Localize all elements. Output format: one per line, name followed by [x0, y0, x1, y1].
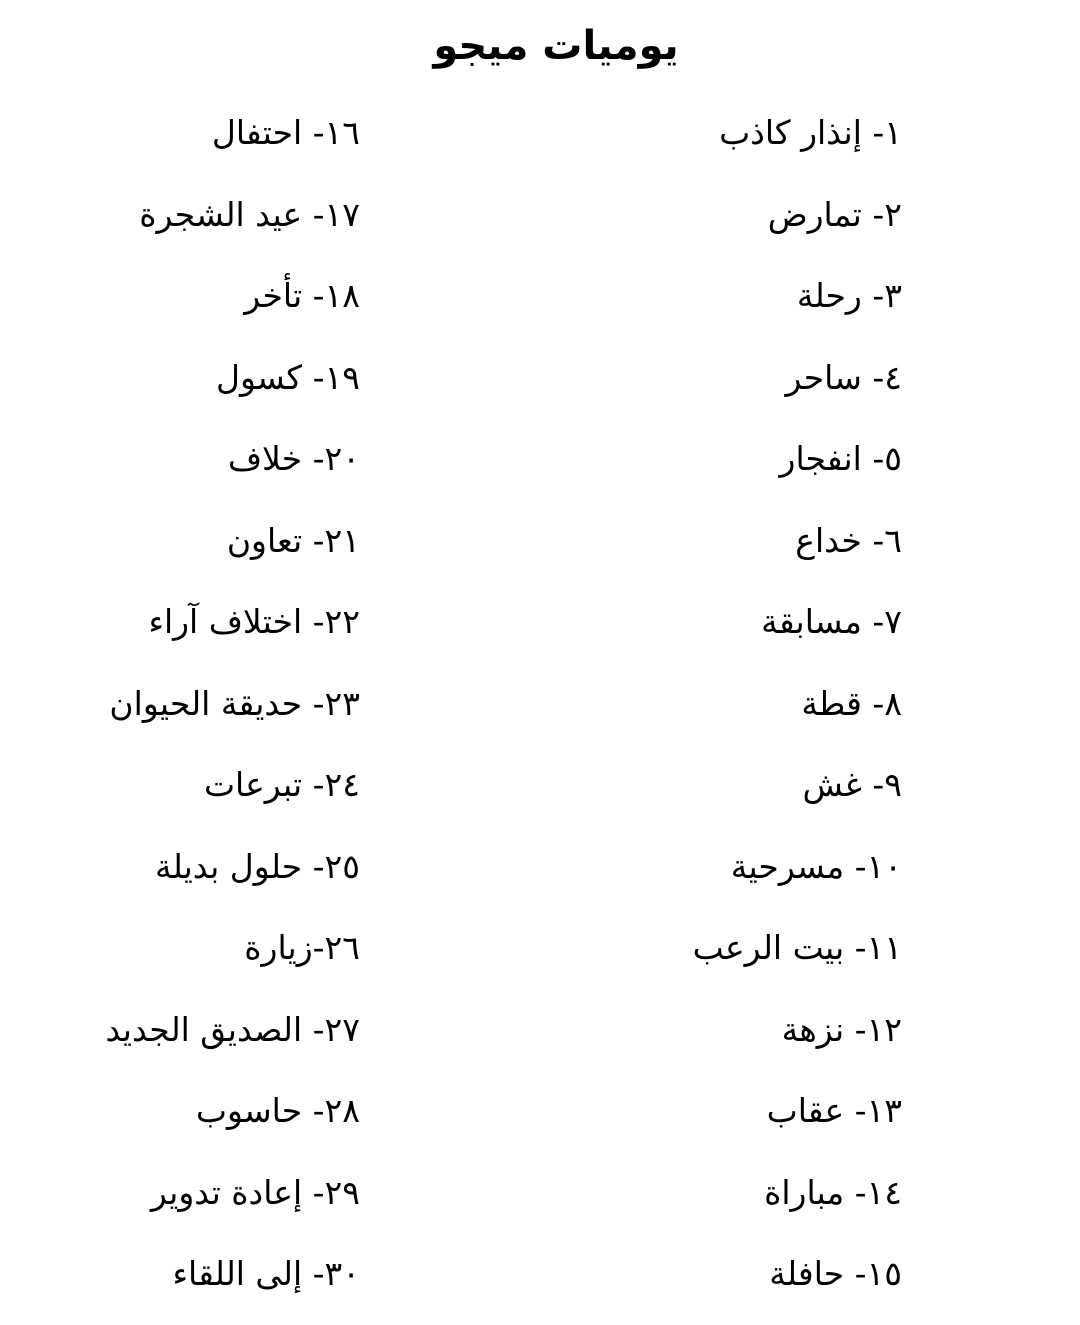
chapter-list-left — [20, 102, 360, 1325]
list-item: ١٩- كسول — [215, 357, 360, 397]
list-item: ٥- انفجار — [779, 439, 902, 478]
list-item: ٦- خداع — [795, 520, 902, 560]
list-item: ٢٣- حديقة الحيوان — [109, 683, 360, 723]
list-item: ١٢- نزهة — [781, 1009, 902, 1049]
list-item: ١١- بيت الرعب — [692, 928, 902, 967]
list-item: ١٧- عيد الشجرة — [139, 194, 360, 234]
list-item: ١٠- مسرحية — [730, 846, 902, 886]
list-item: ١٤- مباراة — [764, 1172, 902, 1212]
list-item: ٢٩- إعادة تدوير — [150, 1172, 360, 1212]
list-item: ٢٧- الصديق الجديد — [105, 1009, 360, 1049]
list-item: ٤- ساحر — [785, 357, 902, 397]
list-item: ١٣- عقاب — [766, 1091, 902, 1130]
list-item: ٧- مسابقة — [761, 602, 902, 641]
list-item: ٢٨- حاسوب — [195, 1091, 360, 1130]
list-item: ١- إنذار كاذب — [719, 113, 902, 152]
list-item: ٣- رحلة — [796, 276, 902, 315]
list-item: ٩- غش — [802, 765, 902, 804]
list-item: ٢٠- خلاف — [227, 439, 360, 478]
list-item: ١٥- حافلة — [769, 1254, 902, 1293]
list-item: ٢٢- اختلاف آراء — [148, 602, 360, 641]
list-item: ١٨- تأخر — [244, 276, 360, 315]
list-item: ٢٦-زيارة — [244, 928, 360, 967]
list-item: ٢١- تعاون — [226, 520, 360, 560]
list-item: ١٦- احتفال — [211, 113, 360, 152]
list-item: ٣٠- إلى اللقاء — [172, 1254, 360, 1293]
list-item: ٢٤- تبرعات — [203, 765, 360, 804]
list-item: ٢- تمارض — [767, 194, 902, 234]
list-item: ٢٥- حلول بديلة — [155, 846, 360, 886]
list-item: ٨- قطة — [801, 683, 902, 723]
page-title: يوميات ميجو — [433, 23, 679, 69]
chapter-list-right — [482, 102, 902, 1325]
